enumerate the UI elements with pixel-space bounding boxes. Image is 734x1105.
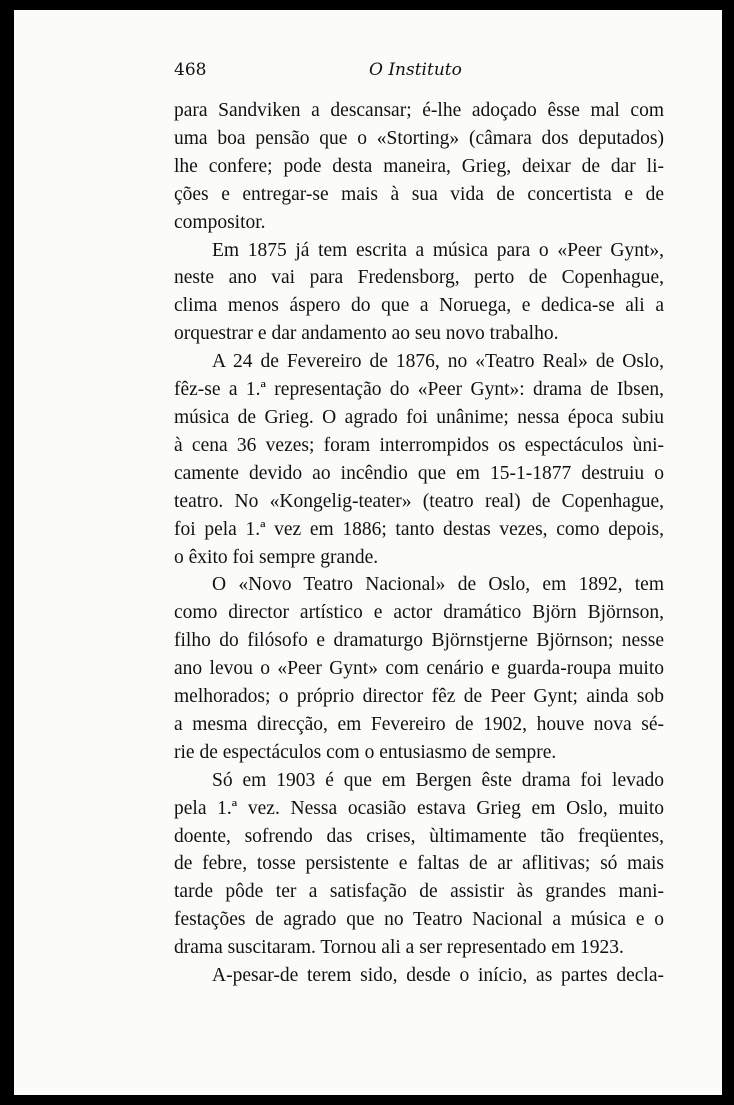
text-line: rie de espectáculos com o entusiasmo de sempre. <box>174 741 557 763</box>
text-line: Em 1875 já tem escrita a música para o «Peer Gynt», <box>212 239 664 261</box>
text-line: teatro. No «Kongelig-teater» (teatro real) de Copenhague, <box>174 490 664 512</box>
text-line: festações de agrado que no Teatro Nacional a música e o <box>174 909 664 931</box>
text-line: melhorados; o próprio director fêz de Peer Gynt; ainda sob <box>174 686 664 708</box>
text-line: clima menos áspero do que a Noruega, e dedica-se ali a <box>174 295 664 317</box>
body-text <box>174 97 664 990</box>
text-line: a mesma direcção, em Fevereiro de 1902, houve nova sé- <box>174 713 664 735</box>
text-line: orquestrar e dar andamento ao seu novo trabalho. <box>174 323 559 345</box>
text-line: A 24 de Fevereiro de 1876, no «Teatro Real» de Oslo, <box>212 351 664 373</box>
text-line: doente, sofrendo das crises, ùltimamente tão freqüentes, <box>174 825 664 847</box>
text-line: filho do filósofo e dramaturgo Björnstjerne Björnson; nesse <box>174 630 664 652</box>
text-line: camente devido ao incêndio que em 15-1-1877 destruiu o <box>174 462 664 484</box>
running-title: O Instituto <box>369 60 462 80</box>
text-line: o êxito foi sempre grande. <box>174 546 379 568</box>
paragraph <box>174 767 664 962</box>
text-line: ano levou o «Peer Gynt» com cenário e guarda-roupa muito <box>174 658 664 680</box>
text-line: drama suscitaram. Tornou ali a ser representado em 1923. <box>174 937 624 959</box>
text-line: ções e entregar-se mais à sua vida de concertista e de <box>174 183 664 205</box>
paragraph <box>174 571 664 766</box>
text-line: para Sandviken a descansar; é-lhe adoçado êsse mal com <box>174 100 664 121</box>
text-line: uma boa pensão que o «Storting» (câmara dos deputados) <box>174 127 664 149</box>
text-line: à cena 36 vezes; foram interrompidos os espectáculos ùni- <box>174 434 664 456</box>
text-line: tarde pôde ter a satisfação de assistir às grandes mani- <box>174 881 664 903</box>
paragraph <box>174 97 664 237</box>
paragraph <box>174 237 664 349</box>
text-line: foi pela 1.ª vez em 1886; tanto destas vezes, como depois, <box>174 518 664 540</box>
book-page <box>14 10 722 1095</box>
text-line: como director artístico e actor dramático Björn Björnson, <box>174 602 664 624</box>
text-line: música de Grieg. O agrado foi unânime; nessa época subiu <box>174 406 664 428</box>
page-header <box>174 60 664 90</box>
text-line: Só em 1903 é que em Bergen êste drama foi levado <box>212 769 664 791</box>
text-line: de febre, tosse persistente e faltas de ar aflitivas; só mais <box>174 853 664 875</box>
text-line: fêz-se a 1.ª representação do «Peer Gynt»: drama de Ibsen, <box>174 379 664 401</box>
paragraph <box>174 348 664 571</box>
text-line: A-pesar-de terem sido, desde o início, as partes decla- <box>212 965 664 987</box>
page-number: 468 <box>174 60 207 80</box>
text-line: pela 1.ª vez. Nessa ocasião estava Grieg em Oslo, muito <box>174 797 664 819</box>
text-line: compositor. <box>174 211 266 233</box>
text-line: O «Novo Teatro Nacional» de Oslo, em 1892, tem <box>212 574 664 596</box>
text-line: lhe confere; pode desta maneira, Grieg, deixar de dar li- <box>174 155 664 177</box>
text-line: neste ano vai para Fredensborg, perto de Copenhague, <box>174 267 664 289</box>
paragraph <box>174 962 664 990</box>
